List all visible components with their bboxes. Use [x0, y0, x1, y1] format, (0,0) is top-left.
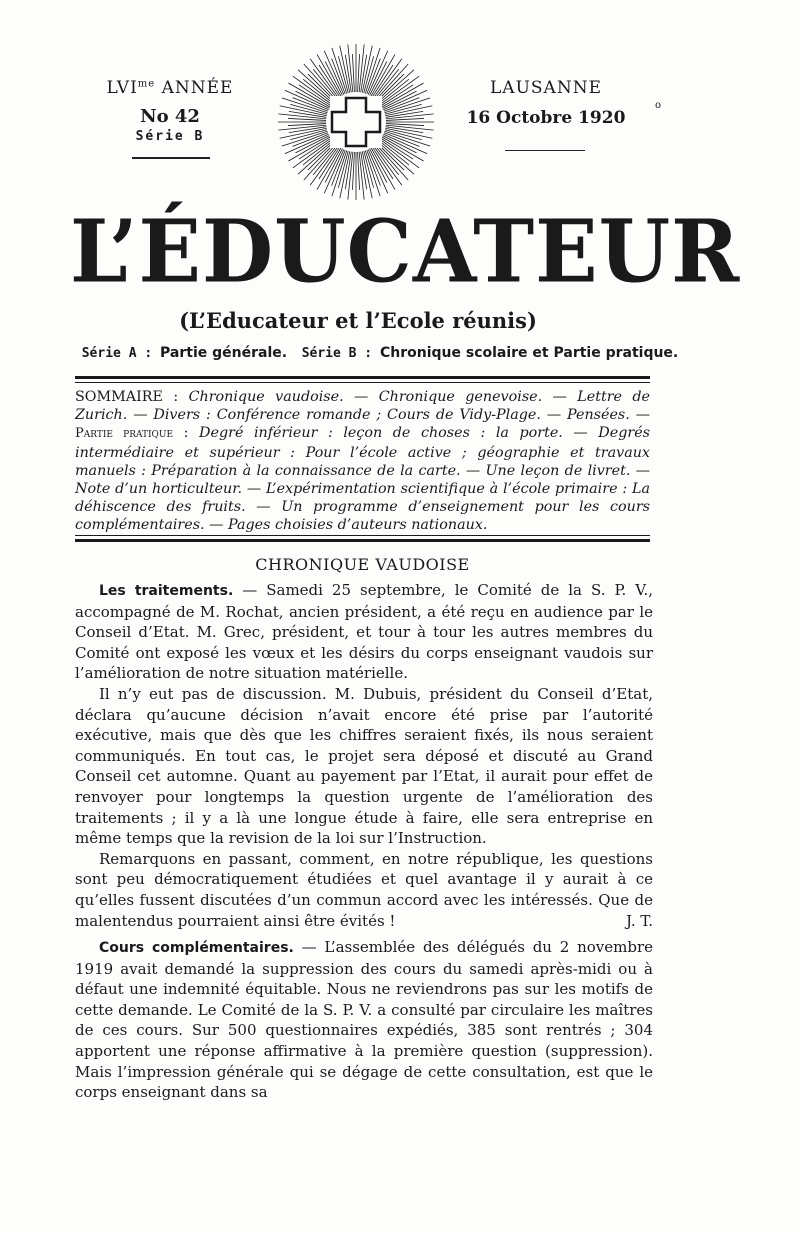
sommaire-label: SOMMAIRE — [75, 389, 163, 405]
article-body — [75, 580, 653, 1103]
bottom-rule-thick — [75, 539, 650, 542]
emblem-ray — [385, 98, 431, 113]
header-right — [462, 78, 630, 128]
header-left-rule — [132, 157, 210, 159]
header-right-rule — [505, 150, 585, 151]
paragraph: Les traitements. — Samedi 25 septembre, le Comité de la S. P. V., accompagné de M. Rochat, ancien président, a été reçu en audience par le Conseil d’Etat. M. Grec, président, et tour à tour les autres membres du Comité ont exposé les vœux et les désirs du corps enseignant vaudois sur l’amélioration de notre situation matérielle. — [75, 581, 653, 683]
emblem-ray — [332, 48, 347, 94]
emblem-ray — [385, 128, 432, 138]
emblem-ray — [365, 48, 380, 94]
emblem-ray — [362, 46, 372, 93]
emblem-ray — [288, 118, 326, 120]
emblem-ray — [352, 152, 354, 190]
emblem-ray — [282, 131, 328, 146]
emblem-ray — [385, 131, 431, 146]
emblem-ray — [362, 151, 372, 198]
emblem-ray — [386, 124, 424, 126]
bottom-rule-thin — [75, 535, 650, 536]
emblem-ray — [352, 54, 354, 92]
city-label: LAUSANNE — [490, 78, 602, 98]
serie-label: Série B — [135, 129, 205, 144]
emblem-ray — [293, 133, 328, 147]
swiss-cross-emblem-icon — [276, 42, 436, 202]
emblem-ray — [340, 151, 350, 198]
emblem-ray — [293, 98, 328, 112]
emblem-ray — [367, 150, 381, 185]
emblem-ray — [358, 152, 360, 190]
emblem-ray — [384, 133, 419, 147]
emblem-ray — [367, 59, 381, 94]
emblem-ray — [332, 151, 347, 197]
top-rule-thick — [75, 376, 650, 379]
paragraph: Cours complémentaires. — L’assemblée des délégués du 2 novembre 1919 avait demandé la suppression des cours du samedi après-midi ou à défaut une indemnité équitable. Nous ne reviendrons pas sur les motifs de cette demande. Le Comité de la S. P. V. a consulté par circulaire les maîtres de ces cours. Sur 500 questionnaires expédiés, 385 sont rentrés ; 304 apportent une réponse affirmative à la première question (suppression). Mais l’impression générale qui se dégage de cette consultation, est que le corps enseignant dans sa — [75, 938, 653, 1102]
emblem-ray — [365, 151, 380, 197]
emblem-ray — [280, 106, 327, 116]
series-line: Série A : Partie générale. Série B : Chronique scolaire et Partie pratique. — [81, 345, 679, 361]
emblem-ray — [340, 46, 350, 93]
issue-date: 16 Octobre 1920 — [466, 108, 626, 128]
year-label: $LVI^{me}$ ANNÉE — [106, 78, 234, 98]
sommaire: SOMMAIRE : Chronique vaudoise. — Chronique genevoise. — Lettre de Zurich. — Divers : Conférence romande ; Cours de Vidy-Plage. — Pensées. — Partie pratique : Degré inférieur : leçon de choses : la porte. — Degrés intermédiaire et supérieur : Pour l’école active ; géographie et travaux manuels : Préparation à la connaissance de la carte. — Une leçon de livret. — Note d’un horticulteur. — L’expérimentation scientifique à l’école primaire : La déhiscence des fruits. — Un programme d’enseignement pour les cours complémentaires. — Pages choisies d’auteurs nationaux. — [75, 389, 651, 534]
emblem-ray — [386, 118, 424, 120]
paragraph: Il n’y eut pas de discussion. M. Dubuis, président du Conseil d’Etat, déclara qu’aucune décision n’avait encore été prise par l’autorité exécutive, mais que dès que les chiffres seraient fixés, ils nous seraient communiqués. En tout cas, le projet sera déposé et discuté au Grand Conseil cet automne. Quant au payement par l’Etat, il aurait pour effet de renvoyer pour longtemps la question urgente de l’amélioration des traitements ; il y a là une longue étude à faire, elle sera entreprise en même temps que la revision de la loi sur l’Instruction. — [75, 684, 653, 848]
paragraph: Remarquons en passant, comment, en notre république, les questions sont peu démocratiquement étudiées et quel avantage il y aurait à ce qu’elles fussent discutées d’un commun accord avec les intéressés. Que de malentendus pourraient ainsi être évités ! J. T. — [75, 849, 653, 930]
journal-title: L’ÉDUCATEUR — [70, 201, 741, 303]
emblem-ray — [358, 54, 360, 92]
emblem-ray — [288, 124, 326, 126]
stray-mark: o — [655, 100, 662, 111]
emblem-ray — [282, 98, 328, 113]
signature-initials: J. T. — [626, 911, 653, 930]
emblem-ray — [332, 150, 346, 185]
emblem-ray — [280, 128, 327, 138]
emblem-ray — [332, 59, 346, 94]
emblem-ray — [385, 106, 432, 116]
section-heading: CHRONIQUE VAUDOISE — [255, 555, 470, 574]
emblem-ray — [384, 98, 419, 112]
header-left — [90, 78, 250, 144]
partie-pratique-label: Partie pratique — [75, 426, 174, 442]
top-rule-thin — [75, 382, 650, 383]
journal-subtitle: (L’Educateur et l’Ecole réunis) — [179, 308, 537, 333]
issue-number: No 42 — [140, 106, 200, 127]
